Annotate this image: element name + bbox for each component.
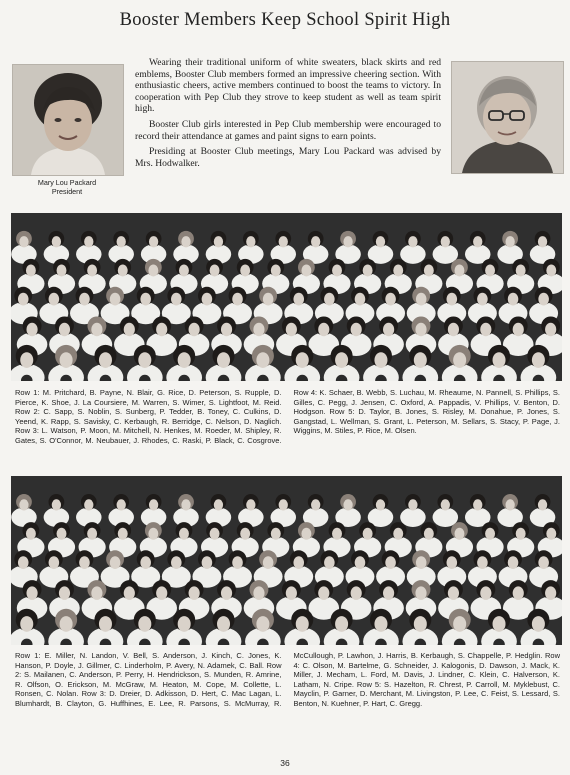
group-photo-1-names: Row 1: M. Pritchard, B. Payne, N. Blair, G. Rice, D. Peterson, S. Rupple, D. Pierce, K. Shoe, J. La Coursiere, M. Warren, S. Wimer, S. Lightfoot, M. Reid. Row 2: C. Sapp, S. Noblin, S. Sunberg, P. Tedder, B. Toney, C. Culkins, D. Yeend, K. Rapp, S. Savisky, C. Kerbaugh, R. Berridge, C. Nelson, D. Naglich. Row 3: L. Watson, P. Moon, M. Mitchell, N. Henkes, M. Roeder, M. Shipley, R. Gates, S. O'Connor, M. Neubauer, J. Rhodes, C. Raski, P. Black, C. Cosgrove. Row 4: K. Schaer, B. Webb, S. Luchau, M. Rheaume, N. Pannell, S. Phillips, S. Gilles, C. Pegg, J. Jensen, C. Oxford, A. Pappadis, V. Phillips, V. Benton, D. Hodgson. Row 5: D. Taylor, B. Jones, S. Risley, M. Donahue, P. Jones, S. Gangstad, L. Wellman, S. Grant, L. Peterson, M. Sellars, S. Stacy, P. Page, J. Wiggins, M. Stiles, P. Rice, M. Olsen.	[15, 388, 560, 445]
booster-club-group-photo-1	[11, 213, 562, 381]
president-name: Mary Lou Packard	[37, 178, 97, 187]
president-role: President	[51, 187, 83, 196]
page-number: 36	[280, 758, 290, 768]
president-portrait-photo	[12, 64, 124, 176]
intro-paragraph-1: Wearing their traditional uniform of white sweaters, black skirts and red emblems, Booster Club members formed an impressive cheering section. With enthusiastic cheers, active members continued to boost the teams to victory. In cooperation with Pep Club they strove to keep student as well as team spirit high.	[135, 57, 441, 115]
page-title: Booster Members Keep School Spirit High	[119, 10, 451, 30]
intro-paragraph-3: Presiding at Booster Club meetings, Mary Lou Packard was advised by Mrs. Hodwalker.	[135, 146, 441, 169]
booster-club-group-photo-2	[11, 476, 562, 645]
portrait-caption	[12, 178, 122, 196]
advisor-portrait-photo	[451, 61, 564, 174]
intro-paragraph-2: Booster Club girls interested in Pep Club membership were encouraged to record their attendance at games and paint signs to earn points.	[135, 118, 441, 142]
intro-text	[135, 57, 441, 173]
group-photo-2-names: Row 1: E. Miller, N. Landon, V. Bell, S. Anderson, J. Kinch, C. Jones, K. Hanson, P. Doyle, J. Gillmer, C. Linderholm, P. Avery, N. Adamek, C. Ball. Row 2: S. Mailanen, C. Anderson, P. Perry, H. Hendrickson, S. Munden, R. Amrine, R. Olfson, O. Erickson, M. McGraw, M. Heaton, M. Cope, M. Collette, L. Ronsen, C. Nolan. Row 3: D. Dreier, D. Adkisson, D. Hert, C. Mac Lagan, L. Blumhardt, B. Clayton, G. Huffhines, E. Lee, R. Parsons, S. McMurray, R. McCullough, P. Lawhon, J. Harris, B. Kerbaugh, S. Chappelle, P. Hedglin. Row 4: C. Olson, M. Bartelme, G. Schneider, J. Kalogonis, D. Dawson, J. Mack, K. Miller, J. Mecham, L. Ford, M. Davis, J. Lindner, C. Klein, C. Halverson, K. Latham, N. Cripe. Row 5: S. Hazelton, R. Chrest, P. Carroll, M. Myklebust, C. Mayclin, P. Garner, D. Merchant, M. Livingston, P. Lee, C. Feist, S. Lessard, S. Benton, N. Kuehner, P. Hart, C. Gregg.	[15, 651, 560, 708]
